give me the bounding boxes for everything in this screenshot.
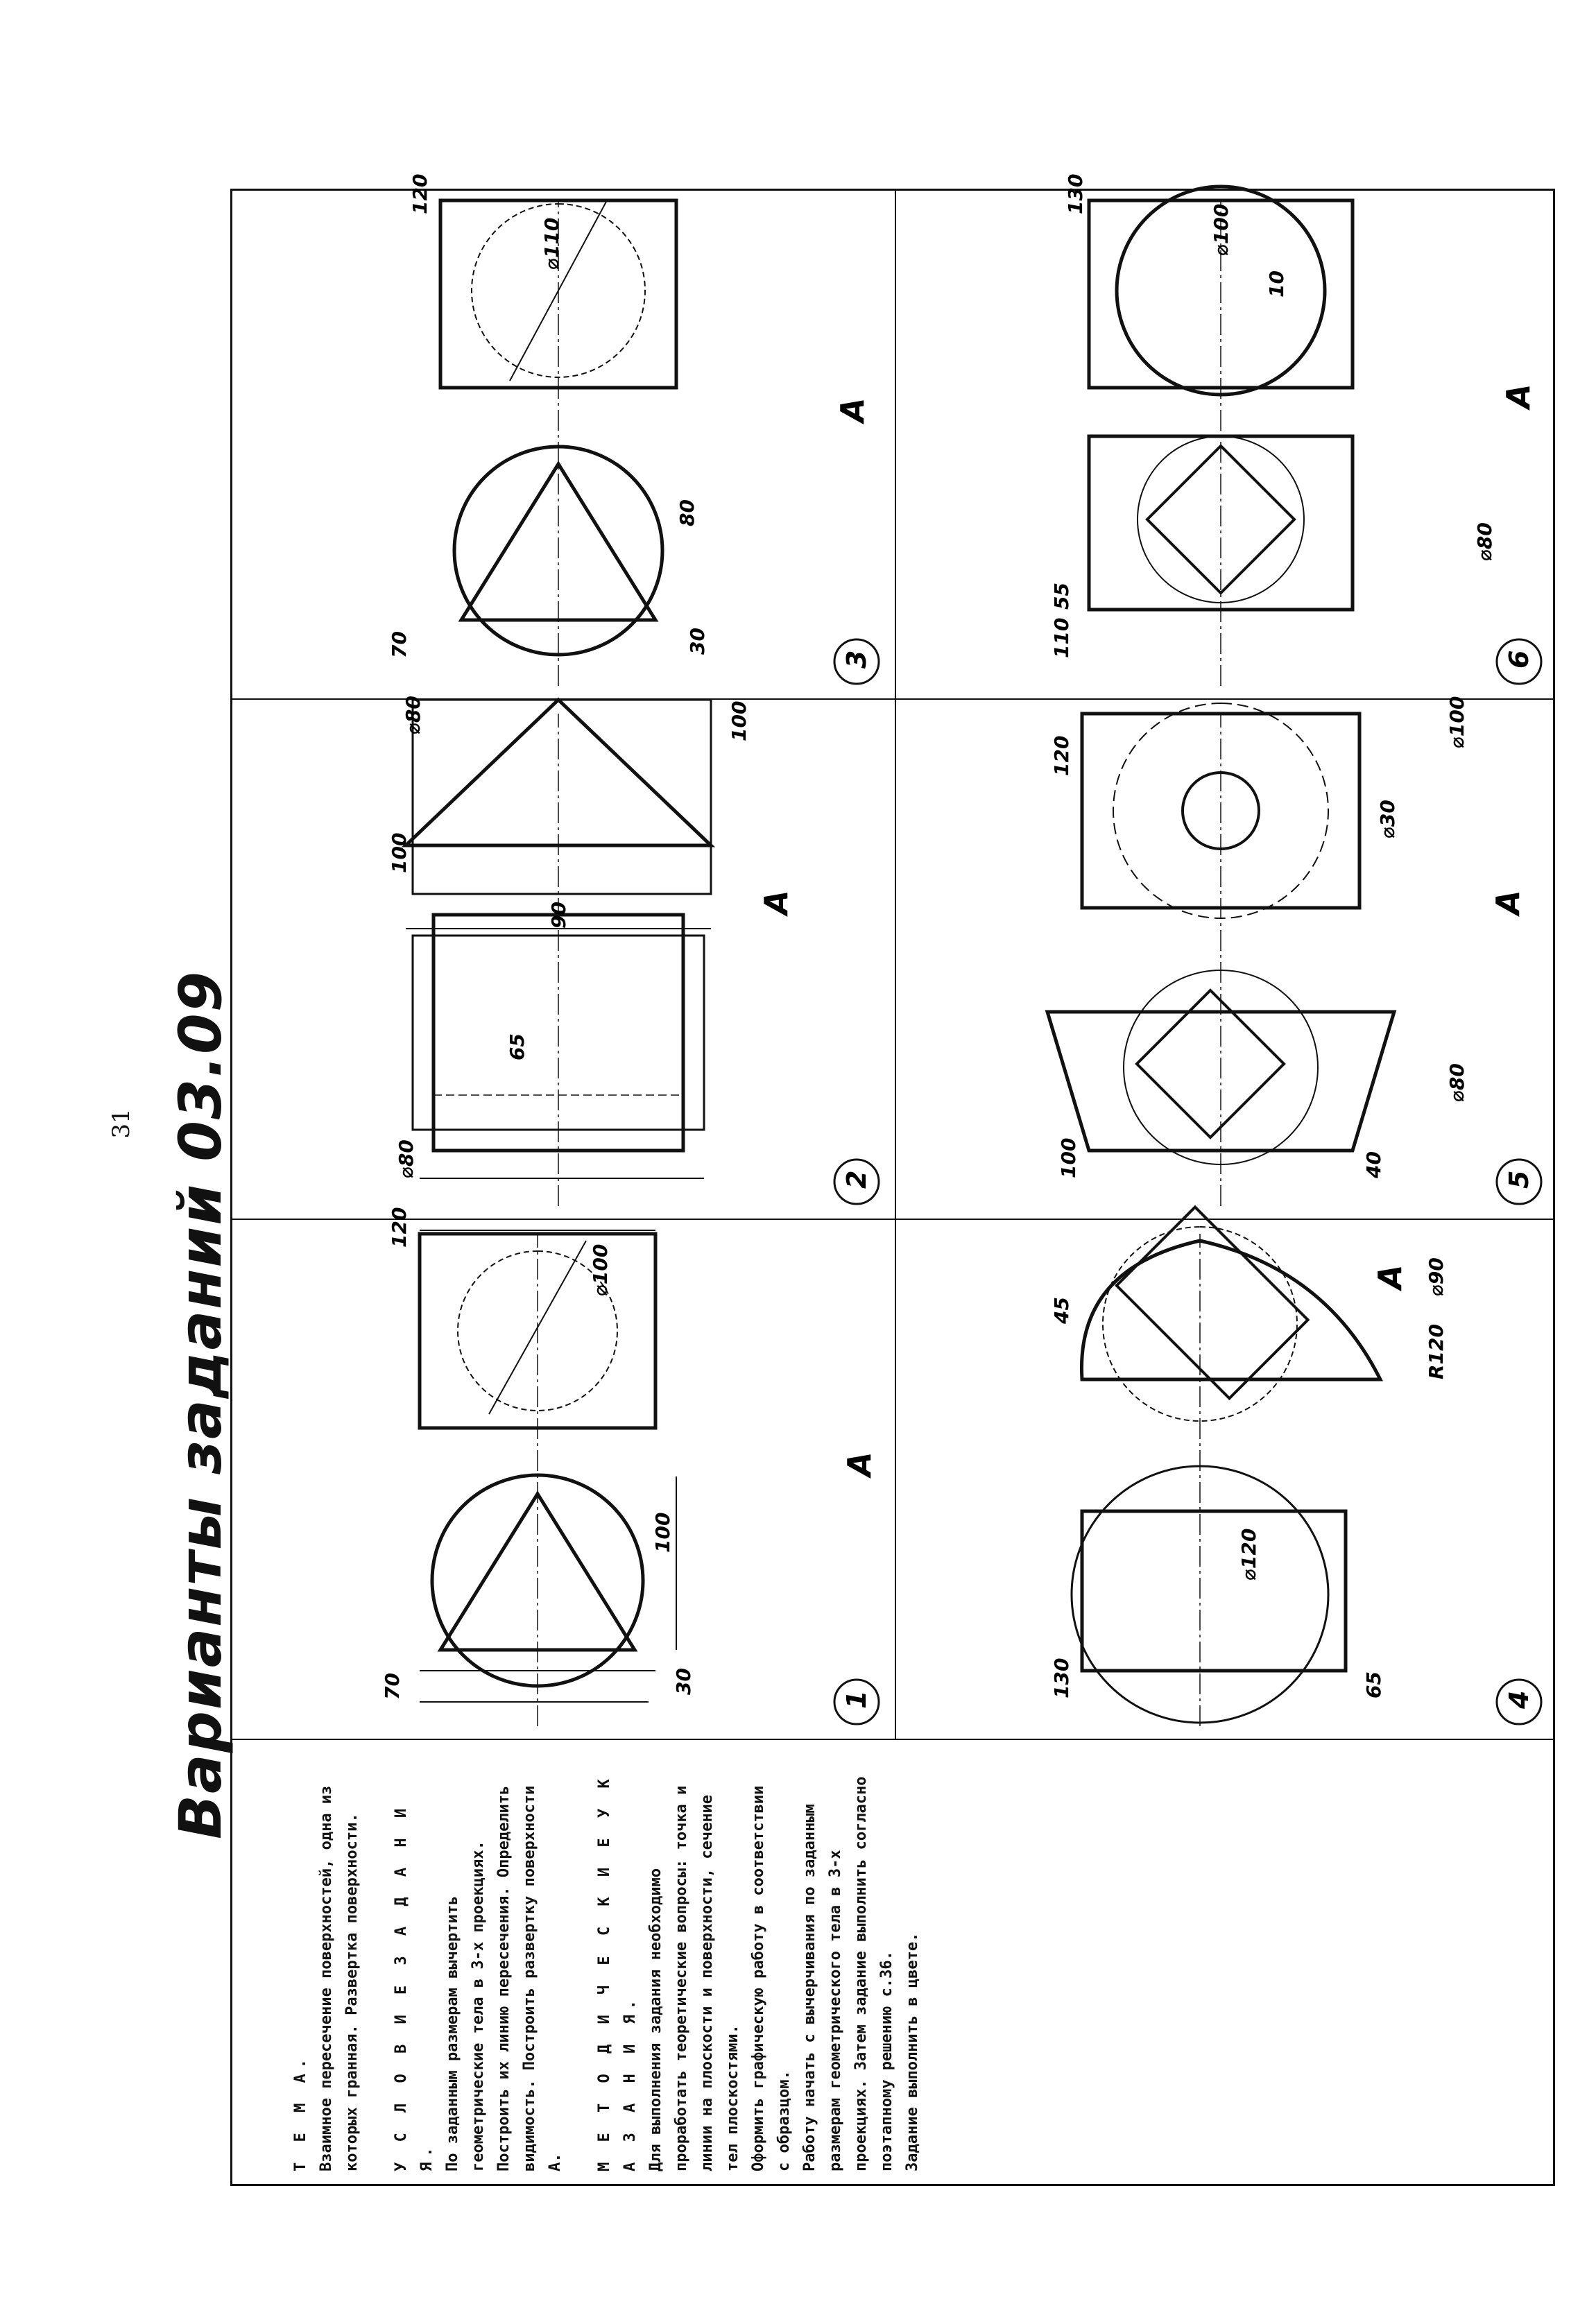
metod-text-2: Оформить графическую работу в соответствии с образцом. bbox=[750, 1785, 793, 2171]
variant-4-number: 4 bbox=[1504, 1690, 1534, 1709]
variant-6-dim-55: 55 bbox=[1050, 583, 1073, 610]
variant-1-label-a: A bbox=[841, 1452, 878, 1477]
variant-2-dim-100a: 100 bbox=[728, 700, 750, 741]
variant-4 bbox=[895, 1220, 1557, 1740]
variant-6-drawing bbox=[895, 173, 1557, 700]
variant-2-dim-d80a: ⌀80 bbox=[395, 1139, 418, 1178]
rotated-sheet bbox=[161, 175, 1569, 2186]
variant-6-number: 6 bbox=[1504, 650, 1534, 669]
variant-5 bbox=[895, 696, 1557, 1220]
variant-1-number: 1 bbox=[841, 1690, 872, 1709]
metod-text-4: Задание выполнить в цвете. bbox=[904, 1932, 921, 2171]
variant-2-dim-65: 65 bbox=[506, 1033, 529, 1060]
variant-1-dim-70: 70 bbox=[381, 1673, 404, 1700]
variant-3-dim-70: 70 bbox=[388, 631, 411, 658]
variant-3-label-a: A bbox=[834, 397, 871, 422]
variant-2-dim-d80b: ⌀80 bbox=[402, 696, 424, 734]
variant-2-drawing bbox=[232, 696, 895, 1220]
variant-3 bbox=[232, 173, 895, 700]
variant-6-dim-d100: ⌀100 bbox=[1210, 203, 1233, 256]
tema-heading: Т Е М А. bbox=[292, 2054, 309, 2171]
variant-1-drawing bbox=[232, 1207, 895, 1740]
variant-1-dim-100: 100 bbox=[651, 1512, 674, 1553]
variant-6-dim-130: 130 bbox=[1064, 173, 1087, 214]
variant-4-dim-45: 45 bbox=[1050, 1297, 1073, 1324]
variant-5-dim-d100: ⌀100 bbox=[1445, 696, 1468, 748]
metod-text-1: Для выполнения задания необходимо проработать теоретические вопросы: точка и линии на плоскости и поверхности, сечение тел плоскостями. bbox=[647, 1785, 741, 2171]
variant-6-dim-d80: ⌀80 bbox=[1473, 522, 1496, 561]
uslovie-heading: У С Л О В И Е З А Д А Н И Я. bbox=[393, 1802, 436, 2171]
page-number: 31 bbox=[108, 1108, 135, 1139]
metod-heading: М Е Т О Д И Ч Е С К И Е У К А З А Н И Я. bbox=[596, 1773, 639, 2171]
variant-5-drawing bbox=[895, 696, 1557, 1220]
variant-5-label-a: A bbox=[1489, 890, 1527, 915]
variant-6-dim-110: 110 bbox=[1050, 617, 1073, 658]
variant-2-label-a: A bbox=[757, 890, 795, 915]
variant-4-dim-d90: ⌀90 bbox=[1425, 1257, 1448, 1296]
variant-4-dim-65: 65 bbox=[1362, 1671, 1385, 1698]
variant-6-dim-10: 10 bbox=[1265, 270, 1288, 298]
variant-2-dim-90: 90 bbox=[547, 902, 570, 929]
variant-3-dim-120: 120 bbox=[409, 173, 431, 214]
variant-3-number: 3 bbox=[841, 650, 872, 669]
variant-5-dim-d30: ⌀30 bbox=[1376, 800, 1399, 838]
variant-2-dim-100b: 100 bbox=[388, 832, 411, 873]
variant-2-number: 2 bbox=[841, 1170, 872, 1189]
variant-5-number: 5 bbox=[1504, 1170, 1534, 1189]
variant-5-dim-40: 40 bbox=[1362, 1151, 1385, 1178]
sheet-title: Варианты заданий 03.09 bbox=[166, 970, 234, 1839]
variant-3-drawing bbox=[232, 173, 895, 700]
tema-text: Взаимное пересечение поверхностей, одна из которых гранная. Развертка поверхности. bbox=[318, 1785, 361, 2171]
variant-3-dim-80: 80 bbox=[676, 499, 698, 526]
variant-4-dim-r120: R120 bbox=[1425, 1323, 1448, 1379]
variant-5-dim-d80: ⌀80 bbox=[1445, 1063, 1468, 1102]
variant-4-dim-130: 130 bbox=[1050, 1658, 1073, 1698]
variant-4-label-a: A bbox=[1371, 1264, 1409, 1289]
text-panel bbox=[260, 1769, 925, 2171]
metod-text-3: Работу начать с вычерчивания по заданным размерам геометрического тела в 3-х проекциях. Затем задание выполнить согласно поэтапному решению с.36. bbox=[801, 1776, 895, 2171]
variant-1 bbox=[232, 1207, 895, 1740]
variant-3-dim-d110: ⌀110 bbox=[540, 217, 563, 270]
sheet-frame bbox=[230, 173, 1555, 2186]
variant-4-drawing bbox=[895, 1220, 1557, 1740]
variant-5-dim-120: 120 bbox=[1050, 735, 1073, 776]
variant-3-dim-30: 30 bbox=[686, 628, 709, 655]
uslovie-text: По заданным размерам вычертить геометрические тела в 3-х проекциях. Построить их линию пересечения. Определить видимость. Построить развертку поверхности А. bbox=[444, 1785, 564, 2171]
variant-6 bbox=[895, 173, 1557, 700]
variant-1-dim-30: 30 bbox=[672, 1668, 695, 1695]
variant-2 bbox=[232, 696, 895, 1220]
variant-5-dim-100: 100 bbox=[1057, 1137, 1080, 1178]
variant-1-dim-120: 120 bbox=[388, 1207, 411, 1248]
variant-6-label-a: A bbox=[1500, 384, 1537, 408]
variant-1-dim-d100: ⌀100 bbox=[589, 1243, 612, 1296]
variant-4-dim-d120: ⌀120 bbox=[1237, 1528, 1260, 1581]
